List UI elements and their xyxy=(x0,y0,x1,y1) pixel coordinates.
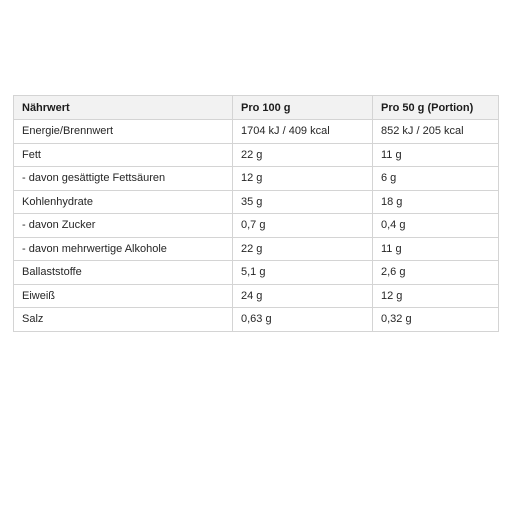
table-row xyxy=(14,214,499,238)
cell-per-portion: 0,4 g xyxy=(373,214,499,238)
cell-per-100g: 22 g xyxy=(233,237,373,261)
table-header xyxy=(14,96,499,120)
cell-nutrient: Salz xyxy=(14,308,233,332)
cell-per-100g: 5,1 g xyxy=(233,261,373,285)
header-per-100g: Pro 100 g xyxy=(233,96,373,120)
cell-per-portion: 2,6 g xyxy=(373,261,499,285)
header-per-portion: Pro 50 g (Portion) xyxy=(373,96,499,120)
table-row xyxy=(14,167,499,191)
cell-nutrient: - davon Zucker xyxy=(14,214,233,238)
cell-per-portion: 6 g xyxy=(373,167,499,191)
table-row xyxy=(14,143,499,167)
cell-per-portion: 0,32 g xyxy=(373,308,499,332)
cell-per-100g: 0,63 g xyxy=(233,308,373,332)
cell-per-100g: 35 g xyxy=(233,190,373,214)
header-nutrient: Nährwert xyxy=(14,96,233,120)
table-row xyxy=(14,237,499,261)
cell-nutrient: Kohlenhydrate xyxy=(14,190,233,214)
cell-per-portion: 11 g xyxy=(373,143,499,167)
cell-per-100g: 0,7 g xyxy=(233,214,373,238)
table-row xyxy=(14,190,499,214)
cell-per-portion: 18 g xyxy=(373,190,499,214)
table-row xyxy=(14,120,499,144)
table-body xyxy=(14,120,499,332)
cell-nutrient: Ballaststoffe xyxy=(14,261,233,285)
cell-nutrient: - davon mehrwertige Alkohole xyxy=(14,237,233,261)
cell-per-100g: 12 g xyxy=(233,167,373,191)
table-row xyxy=(14,261,499,285)
table-row xyxy=(14,308,499,332)
cell-per-100g: 22 g xyxy=(233,143,373,167)
cell-nutrient: Fett xyxy=(14,143,233,167)
cell-nutrient: - davon gesättigte Fettsäuren xyxy=(14,167,233,191)
cell-nutrient: Eiweiß xyxy=(14,284,233,308)
cell-per-100g: 1704 kJ / 409 kcal xyxy=(233,120,373,144)
nutrition-table-container xyxy=(13,95,498,332)
cell-nutrient: Energie/Brennwert xyxy=(14,120,233,144)
cell-per-portion: 12 g xyxy=(373,284,499,308)
table-row xyxy=(14,284,499,308)
header-row xyxy=(14,96,499,120)
nutrition-table xyxy=(13,95,499,332)
cell-per-portion: 852 kJ / 205 kcal xyxy=(373,120,499,144)
cell-per-100g: 24 g xyxy=(233,284,373,308)
cell-per-portion: 11 g xyxy=(373,237,499,261)
